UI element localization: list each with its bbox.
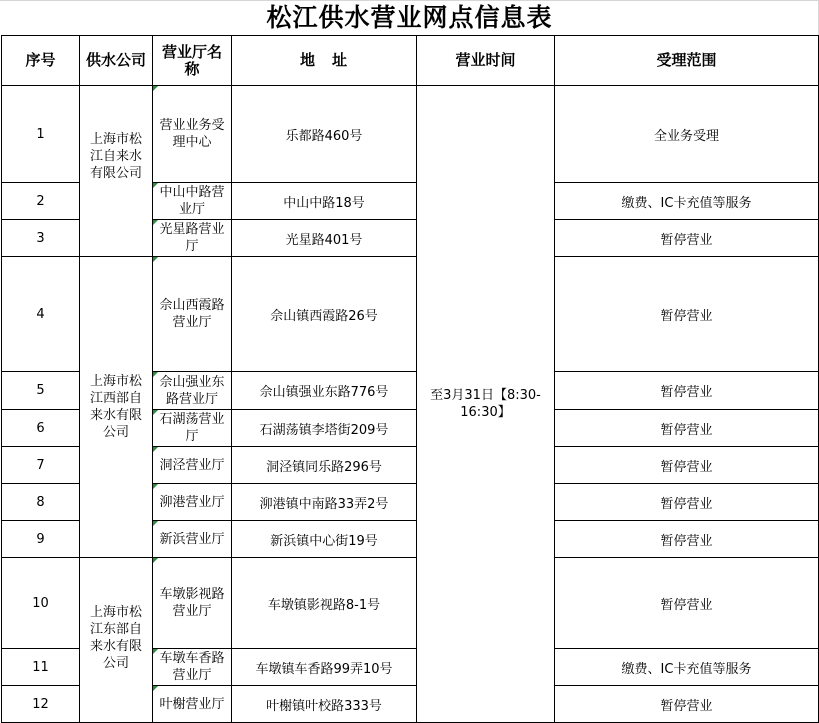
hall-name-cell [153, 649, 232, 686]
hall-name: 石湖荡营业厅 [159, 412, 225, 444]
outlet-table [1, 35, 819, 723]
address-cell: 乐都路460号 [232, 86, 417, 183]
address-cell: 光星路401号 [232, 220, 417, 257]
hall-name-cell [153, 86, 232, 183]
row-number: 9 [2, 521, 80, 558]
header-scope: 受理范围 [555, 36, 819, 86]
row-number: 11 [2, 649, 80, 686]
business-hours: 至3月31日【8:30-16:30】 [430, 388, 541, 420]
scope-cell: 暂停营业 [555, 484, 819, 521]
hall-name: 泖港营业厅 [159, 494, 225, 510]
table-row [2, 86, 819, 183]
scope-cell: 缴费、IC卡充值等服务 [555, 183, 819, 220]
address-cell: 石湖荡镇李塔街209号 [232, 410, 417, 447]
header-hall-name-text: 营业厅名称 [161, 42, 222, 78]
header-address: 地 址 [232, 36, 417, 86]
hall-name: 车墩车香路营业厅 [159, 651, 225, 683]
header-index: 序号 [2, 36, 80, 86]
hall-name-cell [153, 372, 232, 410]
address-cell: 新浜镇中心街19号 [232, 521, 417, 558]
hall-name-cell [153, 686, 232, 723]
row-number: 12 [2, 686, 80, 723]
supplier-name: 上海市松江东部自来水有限公司 [89, 605, 142, 671]
scope-cell: 全业务受理 [555, 86, 819, 183]
page-title: 松江供水营业网点信息表 [266, 3, 553, 32]
header-hours: 营业时间 [417, 36, 555, 86]
address-cell: 佘山镇强业东路776号 [232, 372, 417, 410]
hall-name: 叶榭营业厅 [159, 696, 225, 712]
address-cell: 车墩镇车香路99弄10号 [232, 649, 417, 686]
address-cell: 车墩镇影视路8-1号 [232, 558, 417, 649]
header-supplier [80, 36, 153, 86]
row-number: 4 [2, 257, 80, 372]
scope-cell: 暂停营业 [555, 220, 819, 257]
table-row [2, 257, 819, 372]
hall-name-cell [153, 484, 232, 521]
hours-cell [417, 86, 555, 723]
hall-name-cell [153, 257, 232, 372]
hall-name-cell [153, 410, 232, 447]
hall-name-cell [153, 521, 232, 558]
hall-name: 车墩影视路营业厅 [159, 587, 225, 619]
hall-name-cell [153, 447, 232, 484]
table-row [2, 558, 819, 649]
address-cell: 洞泾镇同乐路296号 [232, 447, 417, 484]
hall-name: 新浜营业厅 [159, 531, 225, 547]
address-cell: 佘山镇西霞路26号 [232, 257, 417, 372]
scope-cell: 暂停营业 [555, 558, 819, 649]
row-number: 1 [2, 86, 80, 183]
hall-name: 营业业务受理中心 [159, 118, 225, 150]
hall-name: 光星路营业厅 [159, 222, 225, 254]
row-number: 7 [2, 447, 80, 484]
scope-cell: 暂停营业 [555, 410, 819, 447]
row-number: 8 [2, 484, 80, 521]
row-number: 2 [2, 183, 80, 220]
hall-name: 佘山强业东路营业厅 [159, 374, 225, 407]
address-cell: 叶榭镇叶校路333号 [232, 686, 417, 723]
row-number: 5 [2, 372, 80, 410]
header-hall-name [153, 36, 232, 86]
supplier-cell [80, 257, 153, 558]
row-number: 10 [2, 558, 80, 649]
address-cell: 泖港镇中南路33弄2号 [232, 484, 417, 521]
scope-cell: 暂停营业 [555, 686, 819, 723]
hall-name-cell [153, 558, 232, 649]
supplier-name: 上海市松江自来水有限公司 [89, 131, 142, 181]
scope-cell: 缴费、IC卡充值等服务 [555, 649, 819, 686]
address-cell: 中山中路18号 [232, 183, 417, 220]
row-number: 3 [2, 220, 80, 257]
header-row [2, 36, 819, 86]
row-number: 6 [2, 410, 80, 447]
hall-name: 中山中路营业厅 [159, 185, 225, 217]
header-supplier-text: 供水公司 [86, 51, 147, 69]
hall-name-cell [153, 220, 232, 257]
scope-cell: 暂停营业 [555, 521, 819, 558]
scope-cell: 暂停营业 [555, 447, 819, 484]
hall-name: 洞泾营业厅 [159, 457, 225, 473]
supplier-name: 上海市松江西部自来水有限公司 [89, 374, 142, 440]
supplier-cell [80, 558, 153, 723]
scope-cell: 暂停营业 [555, 372, 819, 410]
hall-name: 佘山西霞路营业厅 [159, 298, 225, 330]
hall-name-cell [153, 183, 232, 220]
supplier-cell [80, 86, 153, 257]
scope-cell: 暂停营业 [555, 257, 819, 372]
